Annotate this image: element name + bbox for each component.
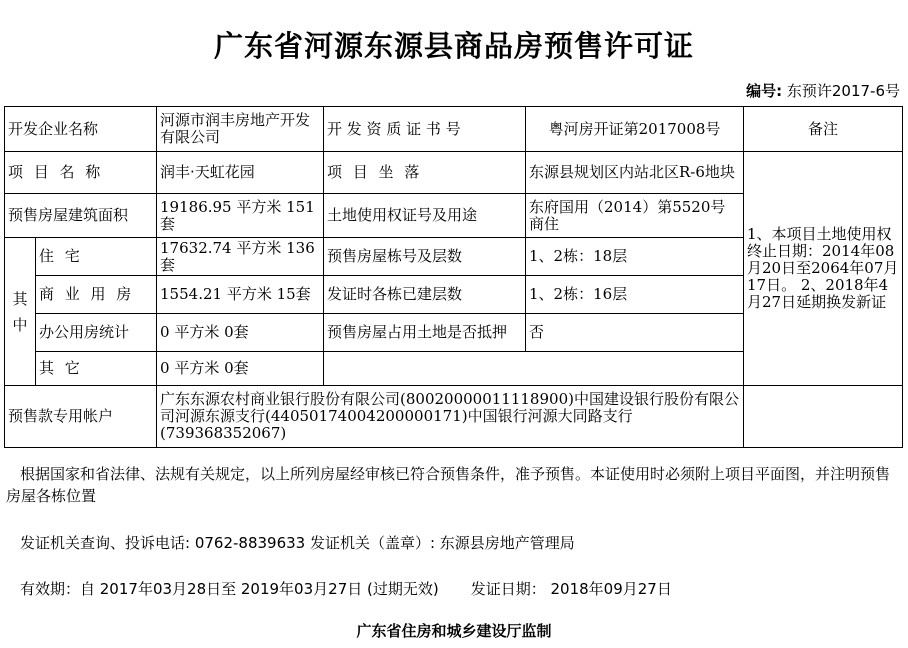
land-cert-value: 东府国用（2014）第5520号 商住 (526, 194, 744, 238)
project-name-label: 项 目 名 称 (5, 152, 157, 194)
account-label: 预售款专用帐户 (5, 386, 157, 448)
presale-area-label: 预售房屋建筑面积 (5, 194, 157, 238)
built-floors-value: 1、2栋：16层 (526, 276, 744, 314)
residential-label: 住 宅 (36, 238, 157, 276)
remarks-value: 1、本项目土地使用权终止日期：2014年08月20日至2064年07月17日。 2、2018年4月27日延期换发新证 (744, 152, 903, 386)
developer-value: 河源市润丰房地产开发有限公司 (157, 107, 324, 152)
contact-line: 发证机关查询、投诉电话: 0762-8839633 发证机关（盖章）: 东源县房地产管理局 (20, 534, 575, 552)
mortgage-value: 否 (526, 314, 744, 352)
project-name-value: 润丰·天虹花园 (157, 152, 324, 194)
developer-label: 开发企业名称 (5, 107, 157, 152)
account-value: 广东东源农村商业银行股份有限公司(80020000011118900)中国建设银行股份有限公司河源东源支行(44050174004200000171)中国银行河源大同路支行(739368352067) (157, 386, 744, 448)
table-row (5, 152, 903, 194)
project-location-label: 项 目 坐 落 (324, 152, 526, 194)
supervisor-footer: 广东省住房和城乡建设厅监制 (356, 622, 552, 640)
qualification-value: 粤河房开证第2017008号 (526, 107, 744, 152)
mortgage-label: 预售房屋占用土地是否抵押 (324, 314, 526, 352)
office-value: 0 平方米 0套 (157, 314, 324, 352)
validity-line (20, 578, 672, 599)
other-label: 其 它 (36, 352, 157, 386)
among-char-2: 中 (12, 315, 28, 334)
built-floors-label: 发证时各栋已建层数 (324, 276, 526, 314)
table-row (5, 386, 903, 448)
other-value: 0 平方米 0套 (157, 352, 324, 386)
issue-date: 发证日期： 2018年09月27日 (470, 580, 672, 598)
serial-number (746, 80, 900, 101)
validity-period: 有效期：自 2017年03月28日至 2019年03月27日 (过期无效) (20, 580, 439, 598)
buildings-floors-value: 1、2栋：18层 (526, 238, 744, 276)
certificate-title: 广东省河源东源县商品房预售许可证 (213, 29, 694, 63)
approval-statement: 根据国家和省法律、法规有关规定，以上所列房屋经审核已符合预售条件，准予预售。本证使用时必须附上项目平面图，并注明预售房屋各栋位置 (6, 465, 891, 505)
table-row (5, 107, 903, 152)
remarks-label: 备注 (744, 107, 903, 152)
residential-value: 17632.74 平方米 136套 (157, 238, 324, 276)
among-label (5, 238, 36, 386)
serial-label: 编号: (746, 82, 783, 100)
among-char-1: 其 (12, 289, 28, 308)
office-label: 办公用房统计 (36, 314, 157, 352)
project-location-value: 东源县规划区内站北区R-6地块 (526, 152, 744, 194)
empty-remarks-cell (744, 386, 903, 448)
empty-cell (324, 352, 744, 386)
commercial-value: 1554.21 平方米 15套 (157, 276, 324, 314)
presale-area-value: 19186.95 平方米 151套 (157, 194, 324, 238)
commercial-label: 商 业 用 房 (36, 276, 157, 314)
certificate-table (4, 106, 903, 448)
land-cert-label: 土地使用权证号及用途 (324, 194, 526, 238)
serial-value: 东预许2017-6号 (786, 82, 900, 100)
qualification-label: 开 发 资 质 证 书 号 (324, 107, 526, 152)
buildings-floors-label: 预售房屋栋号及层数 (324, 238, 526, 276)
